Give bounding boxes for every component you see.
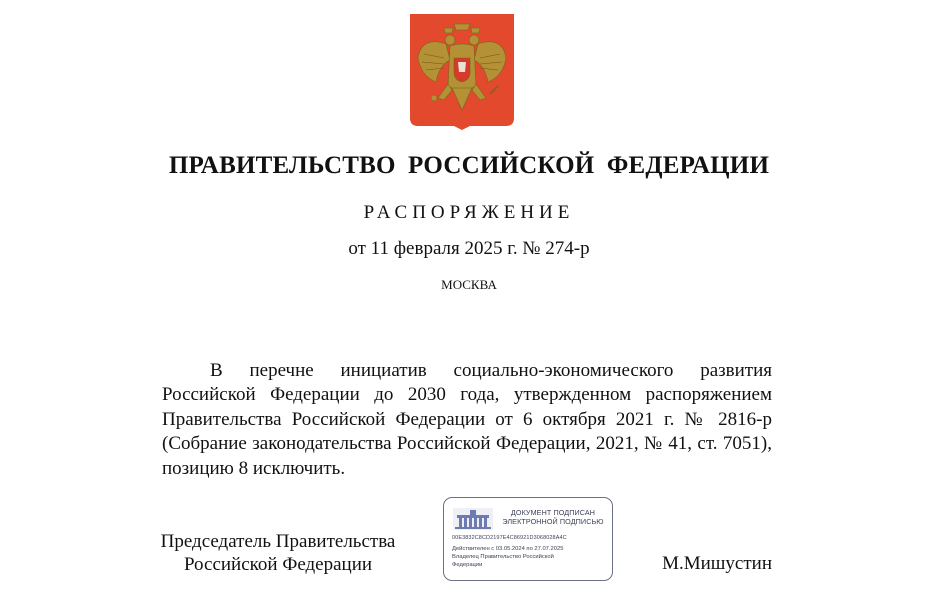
russian-coat-of-arms-icon xyxy=(410,14,514,130)
government-building-icon xyxy=(453,508,493,530)
stamp-heading-line: ДОКУМЕНТ ПОДПИСАН xyxy=(510,508,596,517)
electronic-signature-stamp xyxy=(443,497,613,581)
document-city: МОСКВА xyxy=(441,277,497,292)
stamp-owner-line: Владелец Правительство Российской xyxy=(452,554,554,560)
signer-position-line: Российской Федерации xyxy=(183,554,373,575)
stamp-certificate-number: 00E3832C8CD2197E4C86921D3068028A4C xyxy=(452,535,567,541)
document-date-number: от 11 февраля 2025 г. № 274-р xyxy=(348,238,590,259)
body-line: В перечне инициатив социально-экономического развития xyxy=(210,360,772,381)
body-line: (Собрание законодательства Российской Федерации, 2021, № 41, ст. 7051), xyxy=(162,433,772,455)
body-line: Правительства Российской Федерации от 6 октября 2021 г. № 2816-р xyxy=(162,408,772,430)
stamp-owner xyxy=(452,554,602,569)
stamp-validity: Действителен с 03.05.2024 по 27.07.2025 xyxy=(452,546,564,552)
stamp-heading xyxy=(498,508,608,526)
signer-position-line: Председатель Правительства xyxy=(160,531,396,552)
signer-position xyxy=(158,530,398,576)
body-line: Российской Федерации до 2030 года, утвержденном распоряжением xyxy=(162,384,772,406)
document-type: РАСПОРЯЖЕНИЕ xyxy=(363,202,575,223)
stamp-owner-line: Федерации xyxy=(452,561,483,568)
decree-body xyxy=(162,359,772,481)
signer-name: М.Мишустин xyxy=(662,553,772,574)
stamp-heading-line: ЭЛЕКТРОННОЙ ПОДПИСЬЮ xyxy=(502,517,604,526)
issuing-authority-title: ПРАВИТЕЛЬСТВО РОССИЙСКОЙ ФЕДЕРАЦИИ xyxy=(168,152,770,179)
body-line: позицию 8 исключить. xyxy=(162,457,346,479)
